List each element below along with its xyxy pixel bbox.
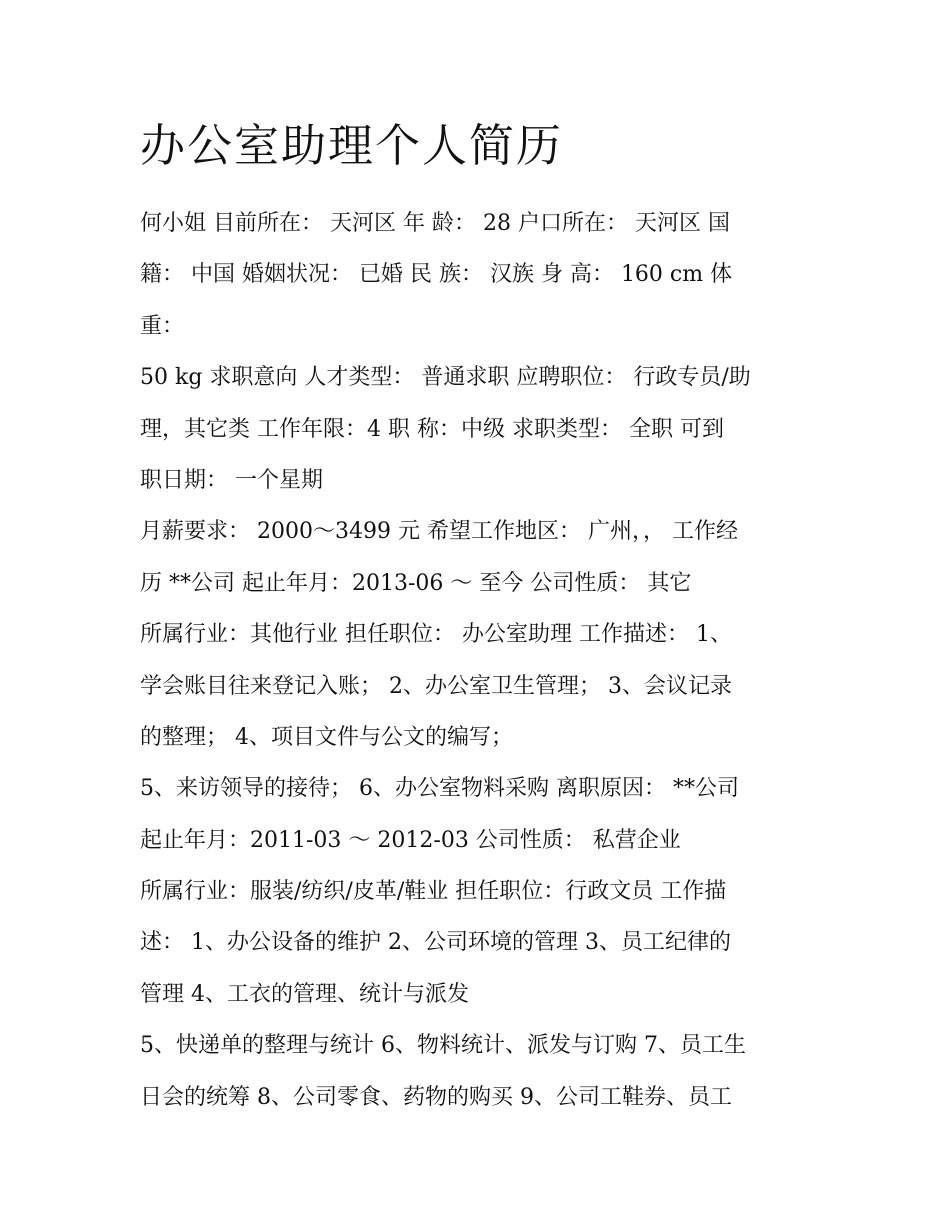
text-line: 的整理； 4、项目文件与公文的编写；: [140, 724, 513, 750]
text-line: 5、快递单的整理与统计 6、物料统计、派发与订购 7、员工生: [140, 1033, 746, 1059]
text-line: 50 kg 求职意向 人才类型： 普通求职 应聘职位： 行政专员/助: [140, 365, 751, 391]
text-line: 职日期： 一个星期: [140, 467, 323, 493]
text-line: 历 **公司 起止年月：2013-06 ～ 至今 公司性质： 其它: [140, 570, 692, 596]
text-line: 管理 4、工衣的管理、统计与派发: [140, 981, 469, 1007]
text-line: 理，其它类 工作年限：4 职 称：中级 求职类型： 全职 可到: [140, 416, 724, 442]
text-line: 所属行业：其他行业 担任职位： 办公室助理 工作描述： 1、: [140, 622, 732, 648]
text-line: 5、来访领导的接待； 6、办公室物料采购 离职原因： **公司: [140, 776, 739, 802]
text-line: 月薪要求： 2000～3499 元 希望工作地区： 广州，， 工作经: [140, 519, 738, 545]
document-title: 办公室助理个人简历: [140, 119, 564, 172]
text-line: 所属行业：服装/纺织/皮革/鞋业 担任职位：行政文员 工作描: [140, 879, 727, 905]
text-line: 学会账目往来登记入账； 2、办公室卫生管理； 3、会议记录: [140, 673, 732, 699]
text-line: 日会的统筹 8、公司零食、药物的购买 9、公司工鞋券、员工: [140, 1084, 732, 1110]
text-line: 籍： 中国 婚姻状况： 已婚 民 族： 汉族 身 高： 160 cm 体: [140, 262, 733, 288]
resume-body: [140, 198, 820, 1123]
text-line: 起止年月：2011-03 ～ 2012-03 公司性质： 私营企业: [140, 827, 681, 853]
text-line: 何小姐 目前所在： 天河区 年 龄： 28 户口所在： 天河区 国: [140, 211, 730, 236]
text-line: 重：: [140, 313, 185, 339]
text-line: 述： 1、办公设备的维护 2、公司环境的管理 3、员工纪律的: [140, 930, 731, 956]
